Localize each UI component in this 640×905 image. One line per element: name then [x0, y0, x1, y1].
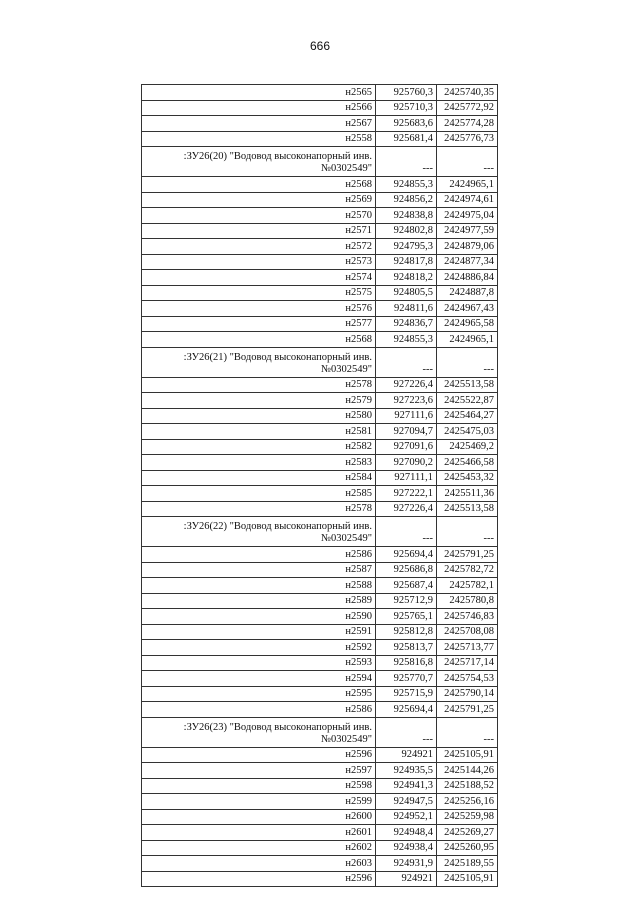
table-row — [142, 332, 498, 348]
x-coordinate-cell: 925687,4 — [376, 578, 437, 594]
point-name-cell: н2586 — [142, 547, 376, 563]
y-coordinate-cell: 2425260,95 — [437, 840, 498, 856]
point-name-cell: н2591 — [142, 624, 376, 640]
section-header-row — [142, 517, 498, 547]
y-coordinate-cell: 2425144,26 — [437, 763, 498, 779]
point-name-cell: н2558 — [142, 131, 376, 147]
x-coordinate-cell: 924838,8 — [376, 208, 437, 224]
section-y-placeholder: --- — [437, 347, 498, 377]
table-row — [142, 501, 498, 517]
y-coordinate-cell: 2425740,35 — [437, 85, 498, 101]
y-coordinate-cell: 2425469,2 — [437, 439, 498, 455]
x-coordinate-cell: 924795,3 — [376, 239, 437, 255]
section-header-row — [142, 717, 498, 747]
x-coordinate-cell: 925683,6 — [376, 116, 437, 132]
point-name-cell: н2587 — [142, 562, 376, 578]
point-name-cell: н2602 — [142, 840, 376, 856]
section-y-placeholder: --- — [437, 147, 498, 177]
table-row — [142, 439, 498, 455]
point-name-cell: н2567 — [142, 116, 376, 132]
y-coordinate-cell: 2425188,52 — [437, 778, 498, 794]
x-coordinate-cell: 925694,4 — [376, 702, 437, 718]
point-name-cell: н2582 — [142, 439, 376, 455]
y-coordinate-cell: 2425475,03 — [437, 424, 498, 440]
table-row — [142, 301, 498, 317]
section-x-placeholder: --- — [376, 517, 437, 547]
x-coordinate-cell: 927222,1 — [376, 486, 437, 502]
point-name-cell: н2590 — [142, 609, 376, 625]
table-row — [142, 408, 498, 424]
point-name-cell: н2569 — [142, 192, 376, 208]
table-row — [142, 871, 498, 887]
y-coordinate-cell: 2425453,32 — [437, 470, 498, 486]
table-row — [142, 377, 498, 393]
table-row — [142, 285, 498, 301]
y-coordinate-cell: 2425713,77 — [437, 640, 498, 656]
section-title: :ЗУ26(23) "Водовод высоконапорный инв. №0302549" — [142, 717, 376, 747]
table-row — [142, 763, 498, 779]
x-coordinate-cell: 924921 — [376, 747, 437, 763]
section-y-placeholder: --- — [437, 717, 498, 747]
y-coordinate-cell: 2425708,08 — [437, 624, 498, 640]
point-name-cell: н2599 — [142, 794, 376, 810]
section-title: :ЗУ26(21) "Водовод высоконапорный инв. №0302549" — [142, 347, 376, 377]
point-name-cell: н2577 — [142, 316, 376, 332]
table-row — [142, 747, 498, 763]
point-name-cell: н2596 — [142, 747, 376, 763]
point-name-cell: н2583 — [142, 455, 376, 471]
table-row — [142, 455, 498, 471]
point-name-cell: н2578 — [142, 377, 376, 393]
section-title: :ЗУ26(20) "Водовод высоконапорный инв. №0302549" — [142, 147, 376, 177]
table-row — [142, 825, 498, 841]
point-name-cell: н2565 — [142, 85, 376, 101]
x-coordinate-cell: 925712,9 — [376, 593, 437, 609]
y-coordinate-cell: 2425782,1 — [437, 578, 498, 594]
point-name-cell: н2576 — [142, 301, 376, 317]
table-row — [142, 470, 498, 486]
y-coordinate-cell: 2424879,06 — [437, 239, 498, 255]
x-coordinate-cell: 924811,6 — [376, 301, 437, 317]
x-coordinate-cell: 925694,4 — [376, 547, 437, 563]
table-row — [142, 223, 498, 239]
point-name-cell: н2571 — [142, 223, 376, 239]
table-row — [142, 100, 498, 116]
table-row — [142, 655, 498, 671]
section-header-row — [142, 347, 498, 377]
x-coordinate-cell: 924935,5 — [376, 763, 437, 779]
coordinates-table — [141, 84, 498, 887]
point-name-cell: н2595 — [142, 686, 376, 702]
y-coordinate-cell: 2424877,34 — [437, 254, 498, 270]
y-coordinate-cell: 2425754,53 — [437, 671, 498, 687]
y-coordinate-cell: 2425776,73 — [437, 131, 498, 147]
y-coordinate-cell: 2425259,98 — [437, 809, 498, 825]
table-row — [142, 624, 498, 640]
point-name-cell: н2598 — [142, 778, 376, 794]
point-name-cell: н2585 — [142, 486, 376, 502]
table-row — [142, 316, 498, 332]
table-row — [142, 702, 498, 718]
x-coordinate-cell: 924855,3 — [376, 332, 437, 348]
point-name-cell: н2579 — [142, 393, 376, 409]
y-coordinate-cell: 2424965,58 — [437, 316, 498, 332]
section-y-placeholder: --- — [437, 517, 498, 547]
section-x-placeholder: --- — [376, 147, 437, 177]
table-row — [142, 593, 498, 609]
page-number: 666 — [309, 39, 331, 53]
point-name-cell: н2573 — [142, 254, 376, 270]
x-coordinate-cell: 927223,6 — [376, 393, 437, 409]
table-row — [142, 177, 498, 193]
y-coordinate-cell: 2424967,43 — [437, 301, 498, 317]
point-name-cell: н2592 — [142, 640, 376, 656]
y-coordinate-cell: 2425717,14 — [437, 655, 498, 671]
x-coordinate-cell: 925710,3 — [376, 100, 437, 116]
point-name-cell: н2581 — [142, 424, 376, 440]
section-x-placeholder: --- — [376, 717, 437, 747]
y-coordinate-cell: 2424965,1 — [437, 177, 498, 193]
x-coordinate-cell: 925760,3 — [376, 85, 437, 101]
point-name-cell: н2578 — [142, 501, 376, 517]
table-row — [142, 116, 498, 132]
x-coordinate-cell: 927111,1 — [376, 470, 437, 486]
table-row — [142, 840, 498, 856]
point-name-cell: н2572 — [142, 239, 376, 255]
x-coordinate-cell: 924948,4 — [376, 825, 437, 841]
x-coordinate-cell: 927226,4 — [376, 501, 437, 517]
point-name-cell: н2603 — [142, 856, 376, 872]
table-row — [142, 809, 498, 825]
point-name-cell: н2570 — [142, 208, 376, 224]
x-coordinate-cell: 924802,8 — [376, 223, 437, 239]
x-coordinate-cell: 924855,3 — [376, 177, 437, 193]
y-coordinate-cell: 2425464,27 — [437, 408, 498, 424]
y-coordinate-cell: 2425780,8 — [437, 593, 498, 609]
x-coordinate-cell: 924941,3 — [376, 778, 437, 794]
table-row — [142, 640, 498, 656]
y-coordinate-cell: 2425466,58 — [437, 455, 498, 471]
x-coordinate-cell: 924817,8 — [376, 254, 437, 270]
table-row — [142, 270, 498, 286]
section-x-placeholder: --- — [376, 347, 437, 377]
table-row — [142, 131, 498, 147]
x-coordinate-cell: 925715,9 — [376, 686, 437, 702]
point-name-cell: н2596 — [142, 871, 376, 887]
y-coordinate-cell: 2425189,55 — [437, 856, 498, 872]
y-coordinate-cell: 2425772,92 — [437, 100, 498, 116]
x-coordinate-cell: 924805,5 — [376, 285, 437, 301]
x-coordinate-cell: 925681,4 — [376, 131, 437, 147]
table-row — [142, 254, 498, 270]
x-coordinate-cell: 924921 — [376, 871, 437, 887]
table-row — [142, 192, 498, 208]
point-name-cell: н2568 — [142, 332, 376, 348]
y-coordinate-cell: 2425105,91 — [437, 747, 498, 763]
table-row — [142, 547, 498, 563]
table-row — [142, 609, 498, 625]
y-coordinate-cell: 2425513,58 — [437, 501, 498, 517]
x-coordinate-cell: 927094,7 — [376, 424, 437, 440]
x-coordinate-cell: 925765,1 — [376, 609, 437, 625]
x-coordinate-cell: 924938,4 — [376, 840, 437, 856]
y-coordinate-cell: 2425790,14 — [437, 686, 498, 702]
table-row — [142, 424, 498, 440]
point-name-cell: н2574 — [142, 270, 376, 286]
point-name-cell: н2600 — [142, 809, 376, 825]
y-coordinate-cell: 2425513,58 — [437, 377, 498, 393]
y-coordinate-cell: 2425746,83 — [437, 609, 498, 625]
x-coordinate-cell: 924836,7 — [376, 316, 437, 332]
point-name-cell: н2593 — [142, 655, 376, 671]
x-coordinate-cell: 925770,7 — [376, 671, 437, 687]
y-coordinate-cell: 2425791,25 — [437, 702, 498, 718]
coordinates-table-body — [142, 85, 498, 887]
section-title: :ЗУ26(22) "Водовод высоконапорный инв. №0302549" — [142, 517, 376, 547]
y-coordinate-cell: 2425791,25 — [437, 547, 498, 563]
point-name-cell: н2584 — [142, 470, 376, 486]
point-name-cell: н2586 — [142, 702, 376, 718]
point-name-cell: н2597 — [142, 763, 376, 779]
x-coordinate-cell: 925686,8 — [376, 562, 437, 578]
x-coordinate-cell: 924818,2 — [376, 270, 437, 286]
section-header-row — [142, 147, 498, 177]
x-coordinate-cell: 924931,9 — [376, 856, 437, 872]
table-row — [142, 856, 498, 872]
table-row — [142, 794, 498, 810]
point-name-cell: н2601 — [142, 825, 376, 841]
y-coordinate-cell: 2424977,59 — [437, 223, 498, 239]
x-coordinate-cell: 927226,4 — [376, 377, 437, 393]
point-name-cell: н2594 — [142, 671, 376, 687]
x-coordinate-cell: 924947,5 — [376, 794, 437, 810]
y-coordinate-cell: 2425256,16 — [437, 794, 498, 810]
table-row — [142, 208, 498, 224]
point-name-cell: н2588 — [142, 578, 376, 594]
y-coordinate-cell: 2424974,61 — [437, 192, 498, 208]
point-name-cell: н2566 — [142, 100, 376, 116]
y-coordinate-cell: 2424965,1 — [437, 332, 498, 348]
point-name-cell: н2568 — [142, 177, 376, 193]
x-coordinate-cell: 924856,2 — [376, 192, 437, 208]
table-row — [142, 486, 498, 502]
y-coordinate-cell: 2425105,91 — [437, 871, 498, 887]
point-name-cell: н2589 — [142, 593, 376, 609]
y-coordinate-cell: 2425774,28 — [437, 116, 498, 132]
y-coordinate-cell: 2425522,87 — [437, 393, 498, 409]
x-coordinate-cell: 925813,7 — [376, 640, 437, 656]
y-coordinate-cell: 2424886,84 — [437, 270, 498, 286]
y-coordinate-cell: 2425782,72 — [437, 562, 498, 578]
y-coordinate-cell: 2425269,27 — [437, 825, 498, 841]
x-coordinate-cell: 927091,6 — [376, 439, 437, 455]
table-row — [142, 393, 498, 409]
table-row — [142, 85, 498, 101]
table-row — [142, 778, 498, 794]
table-row — [142, 562, 498, 578]
y-coordinate-cell: 2425511,36 — [437, 486, 498, 502]
table-row — [142, 671, 498, 687]
x-coordinate-cell: 927111,6 — [376, 408, 437, 424]
point-name-cell: н2575 — [142, 285, 376, 301]
table-row — [142, 239, 498, 255]
y-coordinate-cell: 2424975,04 — [437, 208, 498, 224]
x-coordinate-cell: 924952,1 — [376, 809, 437, 825]
table-row — [142, 686, 498, 702]
x-coordinate-cell: 925816,8 — [376, 655, 437, 671]
x-coordinate-cell: 927090,2 — [376, 455, 437, 471]
point-name-cell: н2580 — [142, 408, 376, 424]
x-coordinate-cell: 925812,8 — [376, 624, 437, 640]
y-coordinate-cell: 2424887,8 — [437, 285, 498, 301]
table-row — [142, 578, 498, 594]
